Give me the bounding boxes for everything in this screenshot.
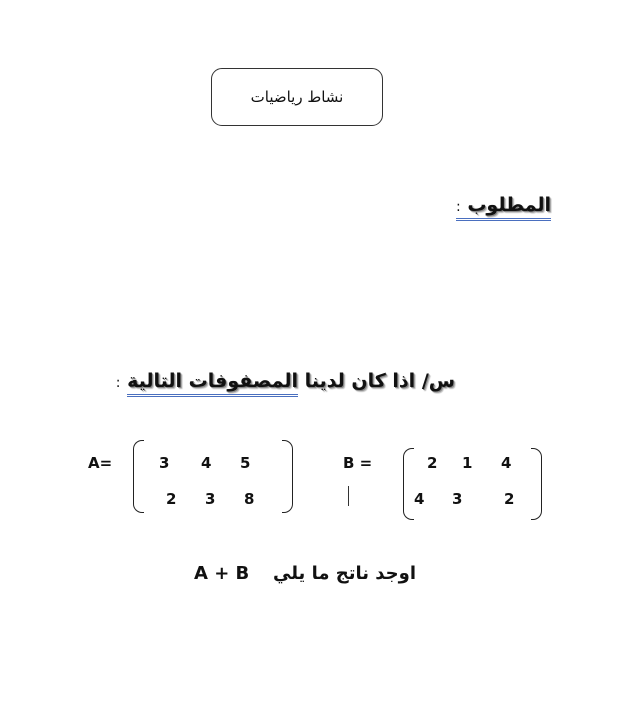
matrix-a-left-bracket [133,440,144,513]
question-colon: : [115,375,121,391]
title-text: نشاط رياضيات [250,88,344,106]
matrix-a-cell: 2 [166,490,177,508]
matrix-b-cell: 3 [452,490,463,508]
matrix-a-cell: 5 [240,454,251,472]
task-expression: A + B [194,563,250,584]
matrix-b-cell: 1 [462,454,473,472]
task-text: اوجد ناتج ما يلي [273,563,416,584]
matrix-b-cell: 4 [501,454,512,472]
text-cursor-mark [348,486,349,506]
required-heading [456,194,551,216]
matrix-a-cell: 4 [201,454,212,472]
matrix-b-right-bracket [531,448,542,520]
matrix-b-cell: 4 [414,490,425,508]
matrix-b-cell: 2 [504,490,515,508]
matrix-a-cell: 8 [244,490,255,508]
matrix-b-label: B = [343,454,373,472]
question-prefix: س/ [421,370,455,392]
matrix-a-cell: 3 [205,490,216,508]
matrix-a-label: A= [88,454,113,472]
required-colon: : [456,199,461,215]
question-underlined: المصفوفات التالية [127,370,298,397]
question-heading [116,370,455,392]
matrix-b-cell: 2 [427,454,438,472]
matrix-a-cell: 3 [159,454,170,472]
question-text: اذا كان لدينا [304,370,416,392]
title-box [211,68,383,126]
matrix-a-right-bracket [282,440,293,513]
matrix-b-left-bracket [403,448,414,520]
required-label: المطلوب [467,194,551,216]
required-label-wrap [456,194,551,221]
